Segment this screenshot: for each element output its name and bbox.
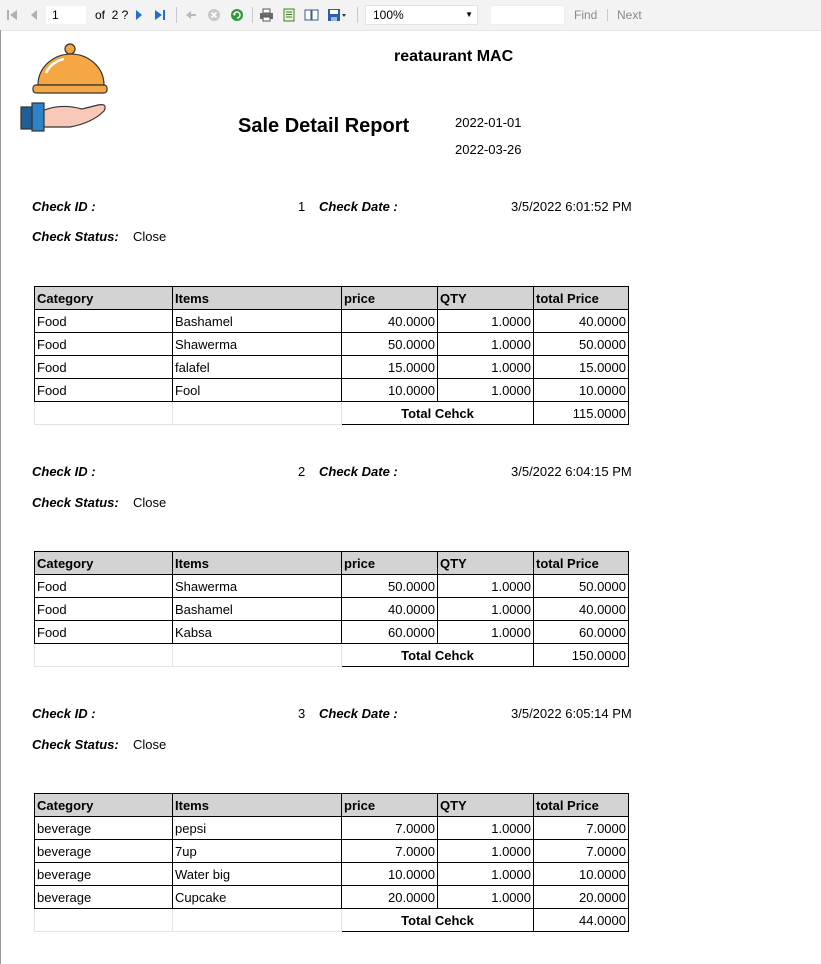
item-cell: falafel bbox=[173, 356, 342, 379]
check-status-label: Check Status: bbox=[32, 495, 119, 510]
table-row bbox=[35, 598, 629, 621]
table-row bbox=[35, 886, 629, 909]
export-icon[interactable] bbox=[326, 6, 348, 24]
price-cell: 50.0000 bbox=[342, 575, 438, 598]
qty-cell: 1.0000 bbox=[438, 379, 534, 402]
page-number-input[interactable]: 1 bbox=[46, 6, 86, 24]
category-cell: beverage bbox=[35, 817, 173, 840]
item-cell: Water big bbox=[173, 863, 342, 886]
price-cell: 40.0000 bbox=[342, 598, 438, 621]
empty-cell bbox=[35, 909, 173, 932]
check-date-value: 3/5/2022 6:01:52 PM bbox=[511, 199, 632, 214]
previous-page-icon[interactable] bbox=[27, 6, 41, 24]
item-cell: pepsi bbox=[173, 817, 342, 840]
column-header: QTY bbox=[438, 552, 534, 575]
check-date-label: Check Date : bbox=[319, 199, 398, 214]
price-cell: 10.0000 bbox=[342, 379, 438, 402]
check-id-value: 3 bbox=[298, 706, 306, 721]
check-id-value: 2 bbox=[298, 464, 306, 479]
check-id-label: Check ID : bbox=[32, 199, 96, 214]
chevron-down-icon: ▼ bbox=[465, 10, 473, 19]
last-page-icon[interactable] bbox=[152, 6, 168, 24]
check-date-value: 3/5/2022 6:05:14 PM bbox=[511, 706, 632, 721]
total-price-cell: 20.0000 bbox=[534, 886, 629, 909]
column-header: QTY bbox=[438, 794, 534, 817]
price-cell: 10.0000 bbox=[342, 863, 438, 886]
zoom-select[interactable] bbox=[365, 5, 478, 25]
column-header: Category bbox=[35, 552, 173, 575]
column-header: total Price bbox=[534, 552, 629, 575]
check-status-value: Close bbox=[133, 229, 167, 244]
qty-cell: 1.0000 bbox=[438, 840, 534, 863]
column-header: total Price bbox=[534, 794, 629, 817]
column-header: price bbox=[342, 287, 438, 310]
first-page-icon[interactable] bbox=[5, 6, 19, 24]
column-header: Items bbox=[173, 794, 342, 817]
total-price-cell: 7.0000 bbox=[534, 817, 629, 840]
category-cell: Food bbox=[35, 621, 173, 644]
column-header: price bbox=[342, 552, 438, 575]
item-cell: Bashamel bbox=[173, 598, 342, 621]
total-price-cell: 10.0000 bbox=[534, 863, 629, 886]
price-cell: 60.0000 bbox=[342, 621, 438, 644]
check-id-label: Check ID : bbox=[32, 464, 96, 479]
item-cell: Shawerma bbox=[173, 333, 342, 356]
total-row bbox=[35, 402, 629, 425]
table-row bbox=[35, 621, 629, 644]
price-cell: 40.0000 bbox=[342, 310, 438, 333]
category-cell: beverage bbox=[35, 863, 173, 886]
qty-cell: 1.0000 bbox=[438, 598, 534, 621]
qty-cell: 1.0000 bbox=[438, 356, 534, 379]
refresh-icon[interactable] bbox=[229, 6, 245, 24]
check-status-value: Close bbox=[133, 495, 167, 510]
find-link[interactable]: Find bbox=[574, 8, 598, 22]
print-icon[interactable] bbox=[258, 6, 274, 24]
table-row bbox=[35, 356, 629, 379]
page-border bbox=[0, 30, 1, 964]
category-cell: Food bbox=[35, 575, 173, 598]
category-cell: Food bbox=[35, 310, 173, 333]
total-check-label: Total Cehck bbox=[342, 402, 534, 425]
category-cell: beverage bbox=[35, 886, 173, 909]
item-cell: Cupcake bbox=[173, 886, 342, 909]
item-cell: Shawerma bbox=[173, 575, 342, 598]
table-header-row bbox=[35, 794, 629, 817]
total-row bbox=[35, 644, 629, 667]
check-status-label: Check Status: bbox=[32, 229, 119, 244]
zoom-value: 100% bbox=[373, 8, 404, 22]
page-setup-icon[interactable] bbox=[303, 6, 319, 24]
price-cell: 15.0000 bbox=[342, 356, 438, 379]
column-header: Category bbox=[35, 794, 173, 817]
total-price-cell: 7.0000 bbox=[534, 840, 629, 863]
category-cell: Food bbox=[35, 333, 173, 356]
check-items-table bbox=[34, 551, 629, 667]
check-id-label: Check ID : bbox=[32, 706, 96, 721]
empty-cell bbox=[173, 402, 342, 425]
check-status-value: Close bbox=[133, 737, 167, 752]
total-check-value: 44.0000 bbox=[534, 909, 629, 932]
table-row bbox=[35, 840, 629, 863]
total-check-value: 115.0000 bbox=[534, 402, 629, 425]
table-row bbox=[35, 863, 629, 886]
price-cell: 7.0000 bbox=[342, 840, 438, 863]
total-price-cell: 40.0000 bbox=[534, 310, 629, 333]
empty-cell bbox=[35, 644, 173, 667]
item-cell: Kabsa bbox=[173, 621, 342, 644]
total-check-value: 150.0000 bbox=[534, 644, 629, 667]
check-id-value: 1 bbox=[298, 199, 306, 214]
table-header-row bbox=[35, 552, 629, 575]
price-cell: 20.0000 bbox=[342, 886, 438, 909]
category-cell: beverage bbox=[35, 840, 173, 863]
qty-cell: 1.0000 bbox=[438, 621, 534, 644]
store-name: reataurant MAC bbox=[394, 48, 514, 65]
check-items-table bbox=[34, 793, 629, 932]
total-row bbox=[35, 909, 629, 932]
qty-cell: 1.0000 bbox=[438, 575, 534, 598]
column-header: Category bbox=[35, 287, 173, 310]
page-of-label: of bbox=[94, 8, 105, 22]
price-cell: 50.0000 bbox=[342, 333, 438, 356]
next-page-icon[interactable] bbox=[132, 6, 146, 24]
print-layout-icon[interactable] bbox=[281, 6, 297, 24]
total-check-label: Total Cehck bbox=[342, 644, 534, 667]
check-items-table bbox=[34, 286, 629, 425]
report-title: Sale Detail Report bbox=[238, 115, 410, 137]
total-price-cell: 10.0000 bbox=[534, 379, 629, 402]
column-header: Items bbox=[173, 552, 342, 575]
total-price-cell: 50.0000 bbox=[534, 333, 629, 356]
restaurant-logo-icon bbox=[20, 43, 108, 133]
empty-cell bbox=[173, 909, 342, 932]
qty-cell: 1.0000 bbox=[438, 333, 534, 356]
check-status-label: Check Status: bbox=[32, 737, 119, 752]
item-cell: 7up bbox=[173, 840, 342, 863]
total-price-cell: 15.0000 bbox=[534, 356, 629, 379]
date-to: 2022-03-26 bbox=[455, 142, 522, 157]
check-date-label: Check Date : bbox=[319, 464, 398, 479]
qty-cell: 1.0000 bbox=[438, 863, 534, 886]
report-viewer-toolbar bbox=[0, 0, 821, 31]
table-row bbox=[35, 817, 629, 840]
next-link[interactable]: Next bbox=[617, 8, 642, 22]
total-check-label: Total Cehck bbox=[342, 909, 534, 932]
category-cell: Food bbox=[35, 379, 173, 402]
column-header: Items bbox=[173, 287, 342, 310]
date-from: 2022-01-01 bbox=[455, 115, 522, 130]
table-row bbox=[35, 379, 629, 402]
total-price-cell: 60.0000 bbox=[534, 621, 629, 644]
item-cell: Fool bbox=[173, 379, 342, 402]
category-cell: Food bbox=[35, 356, 173, 379]
category-cell: Food bbox=[35, 598, 173, 621]
table-row bbox=[35, 310, 629, 333]
qty-cell: 1.0000 bbox=[438, 886, 534, 909]
empty-cell bbox=[173, 644, 342, 667]
total-price-cell: 50.0000 bbox=[534, 575, 629, 598]
column-header: total Price bbox=[534, 287, 629, 310]
stop-icon[interactable] bbox=[206, 6, 222, 24]
page-total-label: 2 ? bbox=[111, 8, 129, 22]
empty-cell bbox=[35, 402, 173, 425]
total-price-cell: 40.0000 bbox=[534, 598, 629, 621]
table-row bbox=[35, 575, 629, 598]
check-date-value: 3/5/2022 6:04:15 PM bbox=[511, 464, 632, 479]
qty-cell: 1.0000 bbox=[438, 310, 534, 333]
qty-cell: 1.0000 bbox=[438, 817, 534, 840]
table-header-row bbox=[35, 287, 629, 310]
column-header: price bbox=[342, 794, 438, 817]
check-date-label: Check Date : bbox=[319, 706, 398, 721]
price-cell: 7.0000 bbox=[342, 817, 438, 840]
item-cell: Bashamel bbox=[173, 310, 342, 333]
back-icon[interactable] bbox=[183, 6, 199, 24]
column-header: QTY bbox=[438, 287, 534, 310]
find-input[interactable] bbox=[490, 5, 565, 25]
table-row bbox=[35, 333, 629, 356]
